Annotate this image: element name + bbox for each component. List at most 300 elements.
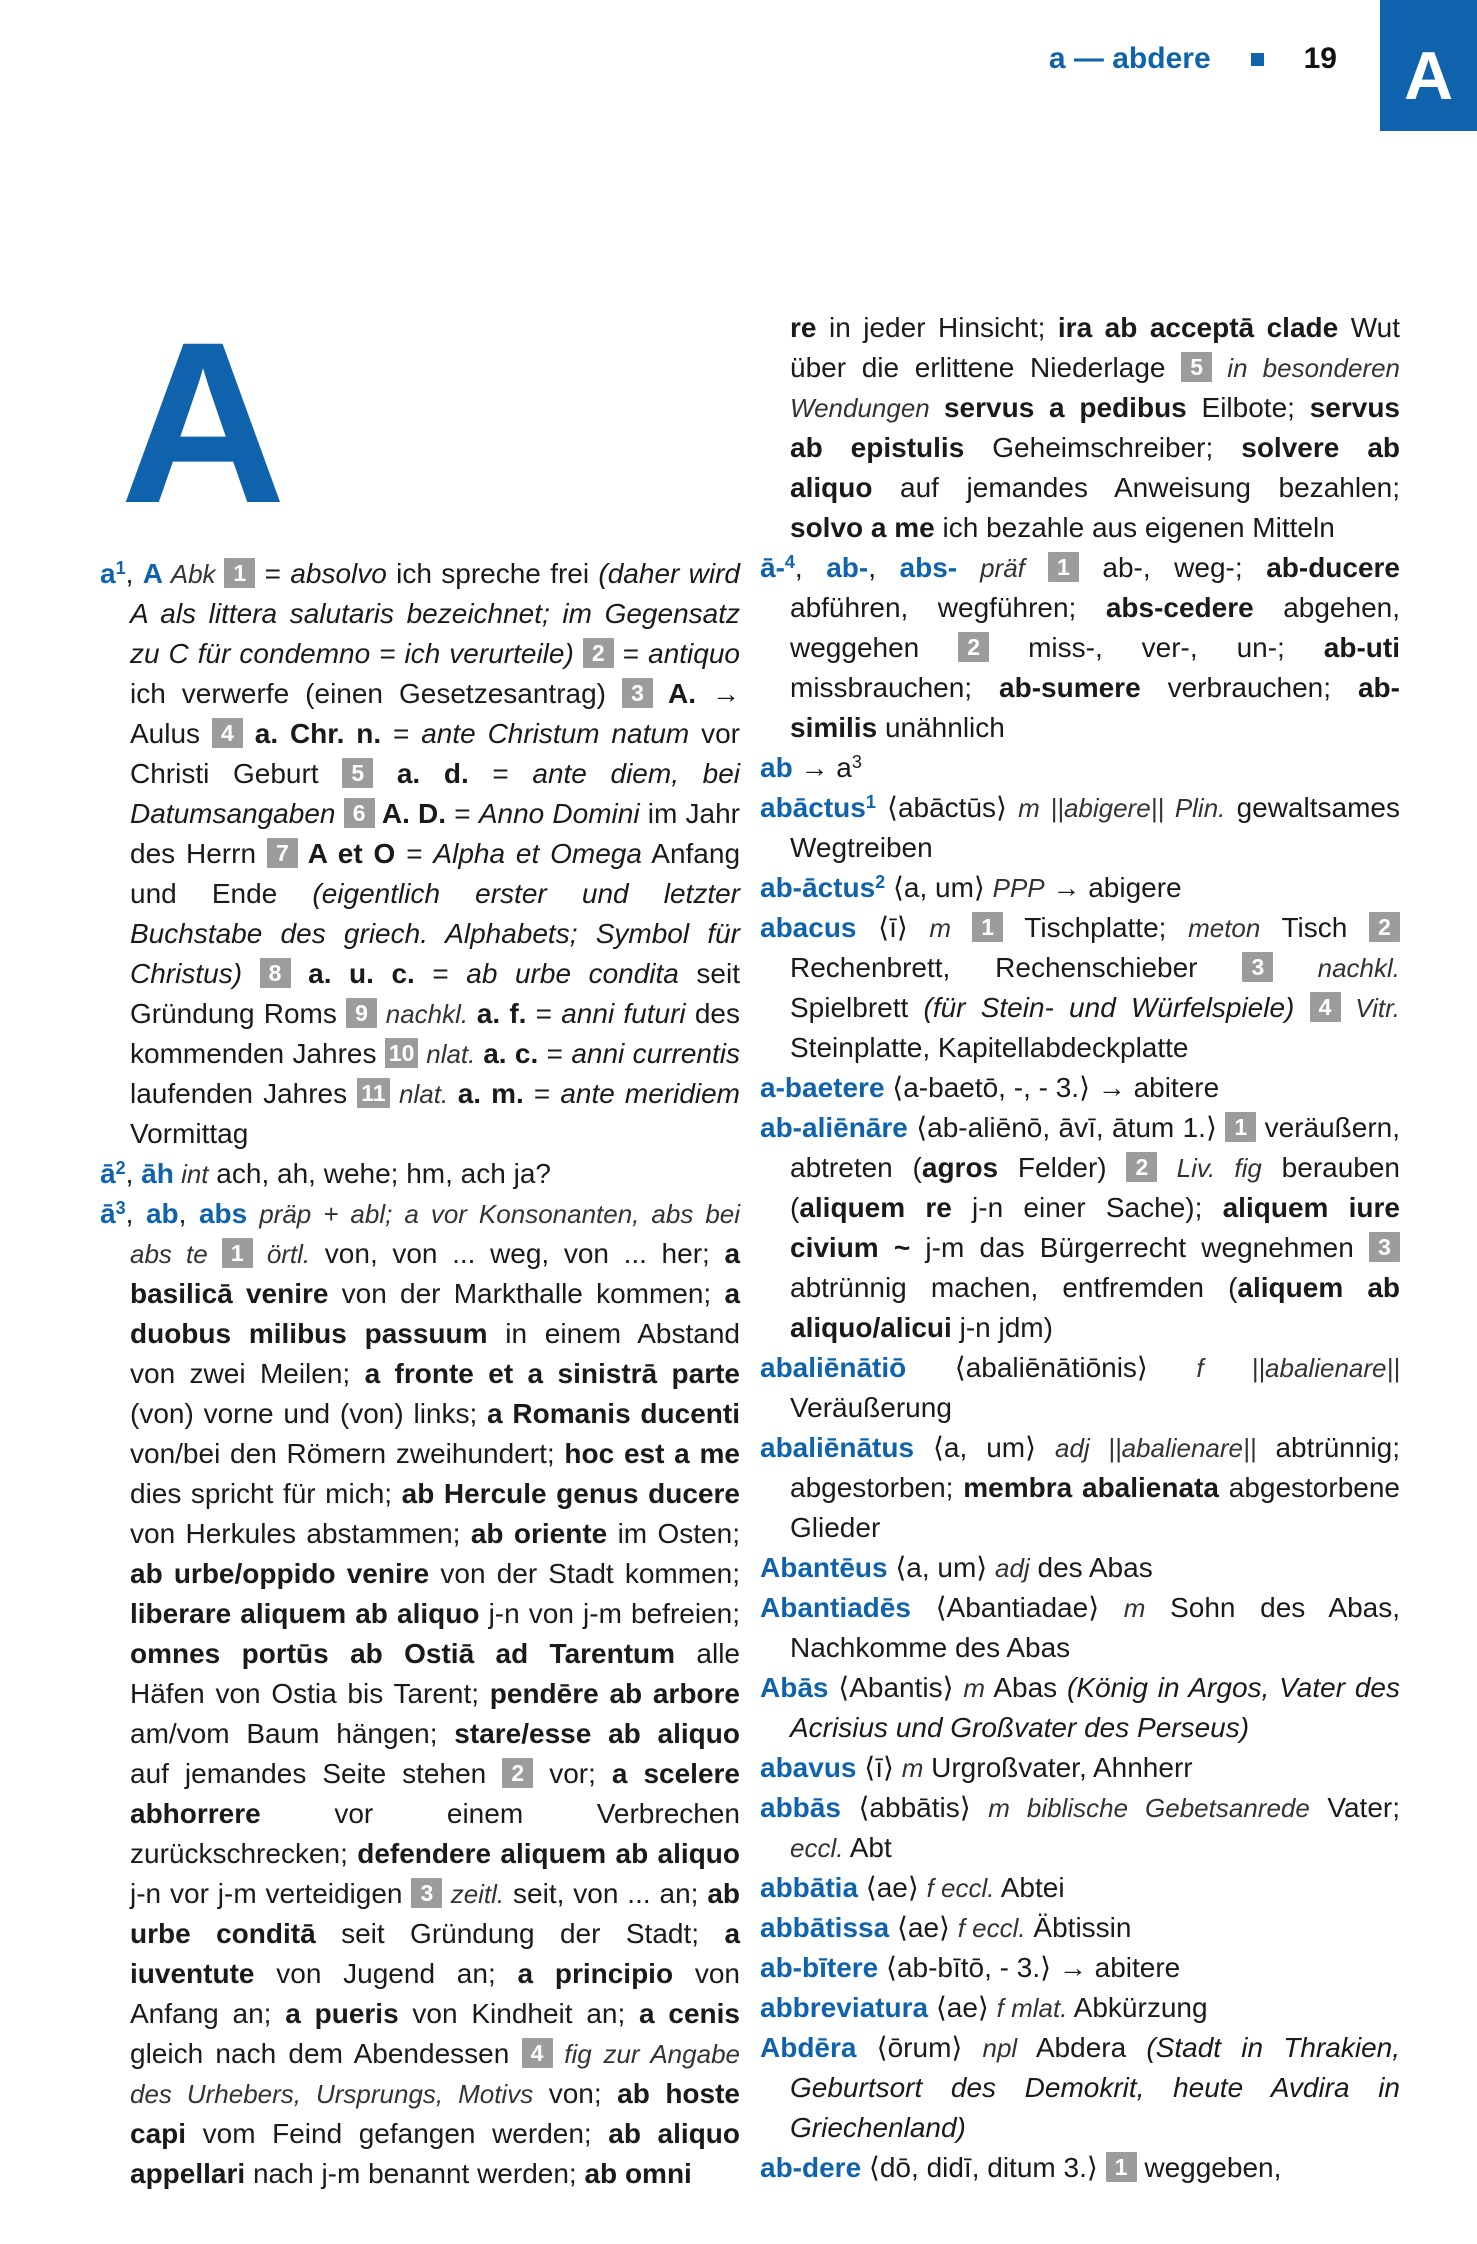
text-run: hoc est a me [564,1438,740,1469]
dictionary-entry [760,1588,1400,1668]
text-run: j-n vor j-m verteidigen [130,1878,412,1909]
headword: ā- [760,552,785,583]
headword: ab-aliēnāre [760,1112,908,1143]
text-run: PPP [992,873,1045,903]
sense-number-badge: 6 [344,798,375,828]
text-run: solvo a me [790,512,935,543]
text-run: absolvo [290,558,387,589]
text-run: ab-sumere [999,672,1141,703]
text-run: ab omni [584,2158,692,2189]
text-run: seit Gründung der Stadt; [315,1918,725,1949]
text-run: Veräußerung [790,1392,952,1423]
text-run: a Romanis ducenti [487,1398,740,1429]
sense-number-badge: 2 [583,638,614,668]
text-run: ⟨abāctūs⟩ [875,792,1019,823]
text-run: = [523,1078,561,1109]
sense-number-badge: 4 [1310,992,1341,1022]
headword: a [100,558,116,589]
text-run: → Aulus [130,678,740,749]
text-run: ich spreche frei [386,558,599,589]
text-run: a principio [517,1958,674,1989]
text-run: vor; [533,1758,612,1789]
text-run: von/bei den Römern zweihundert; [130,1438,565,1469]
text-run: ⟨ae⟩ [928,1992,997,2023]
text-run: (Stadt in Thrakien, Geburtsort des Demokrit, heute Avdira in Griechenland) [790,2032,1400,2143]
text-run: des Abas [1029,1552,1153,1583]
text-run: m [963,1673,986,1703]
headword: abbātissa [760,1912,890,1943]
text-run: verbrauchen; [1140,672,1358,703]
headword: abbās [760,1792,841,1823]
dictionary-entry [760,1348,1400,1428]
text-run: ab urbe condita [466,958,679,989]
dictionary-entry [760,1788,1400,1868]
headword: ab-bītere [760,1952,879,1983]
text-run: Tisch [1260,912,1369,943]
text-run: in einem Abstand von zwei Meilen; [130,1318,740,1389]
text-run: von der Stadt kommen; [429,1558,740,1589]
text-run: fig zur Angabe des Urhebers, Ursprungs, Motivs [130,2039,740,2109]
text-run: Alpha et Omega [433,838,642,869]
page-header [0,42,1337,76]
text-run: in besonderen Wendungen [790,353,1400,423]
headword: ab- [826,552,869,583]
text-run: Anno Domini [478,798,640,829]
text-run: vor einem Verbrechen zurückschrecken; [130,1798,740,1869]
dictionary-entry-continuation [760,308,1400,548]
text-run: antiquo [648,638,740,669]
sense-number-badge: 2 [1369,912,1400,942]
text-run: = [526,998,562,1029]
sense-number-badge: 1 [1048,552,1079,582]
text-run: ab urbe conditā [130,1878,741,1949]
text-run: ab-similis [790,672,1400,743]
text-run: m biblische Gebetsanrede [988,1793,1310,1823]
text-run: ⟨a, um⟩ [914,1432,1055,1463]
text-run: a fronte et a sinistrā parte [364,1358,740,1389]
text-run: Vater; [1309,1792,1401,1823]
left-column [100,294,741,2194]
text-run: eccl. [790,1833,844,1863]
text-run: a. d. [373,758,469,789]
text-run: gewaltsames Wegtreiben [790,792,1401,863]
text-run: ab-ducere [1266,552,1401,583]
text-run: adj [995,1553,1030,1583]
text-run: ⟨a-baetō, -, - 3.⟩ → abitere [884,1072,1220,1103]
text-run: a. f. [476,998,527,1029]
text-run: ⟨Abantis⟩ [828,1672,964,1703]
dictionary-entry [760,2148,1400,2188]
text-run: , [125,1198,146,1229]
text-run: Äbtissin [1025,1912,1132,1943]
dictionary-entry [760,1668,1400,1748]
sense-number-badge: 1 [1225,1112,1256,1142]
dictionary-entry [760,1948,1400,1988]
text-run: j-n jdm) [951,1312,1053,1343]
text-run: , [125,1158,142,1189]
dictionary-entry [760,1908,1400,1948]
headword: ā [100,1158,116,1189]
text-run: liberare aliquem ab aliquo [130,1598,480,1629]
alphabet-tab[interactable] [1380,0,1477,131]
sense-number-badge: 4 [522,2038,553,2068]
text-run: seit, von ... an; [504,1878,708,1909]
text-run: ⟨a, um⟩ [885,872,993,903]
text-run [335,798,343,829]
text-run: = [613,638,649,669]
text-run: solvere ab aliquo [790,432,1400,503]
text-run: missbrauchen; [790,672,1000,703]
text-run: präf [957,553,1048,583]
sense-number-badge: 9 [346,998,377,1028]
sense-number-badge: 2 [958,632,989,662]
text-run: nachkl. [377,999,477,1029]
headword: Abantiadēs [760,1592,911,1623]
text-run: a iuventute [130,1918,741,1989]
text-run: ab urbe/oppido venire [130,1558,430,1589]
page-number: 19 [1303,42,1337,75]
headword-range: a — abdere [1048,42,1211,75]
headword: 1 [115,558,126,578]
text-run: Geheimschreiber; [964,432,1242,463]
text-run: nach j-m benannt werden; [245,2158,585,2189]
text-run: a. m. [457,1078,524,1109]
text-run: ab aliquo appellari [130,2118,740,2189]
headword: abaliēnātiō [760,1352,907,1383]
text-run: aliquem ab aliquo/alicui [790,1272,1401,1343]
sense-number-badge: 2 [1126,1152,1157,1182]
sense-number-badge: 1 [224,558,255,588]
text-run: Vitr. [1340,993,1400,1023]
sense-number-badge: 8 [260,958,291,988]
headword: abbreviatura [760,1992,929,2023]
dictionary-body [100,294,1401,2194]
text-run: (für Stein- und Würfelspiele) [923,992,1310,1023]
sense-number-badge: 3 [1369,1232,1400,1262]
sense-number-badge: 5 [342,758,373,788]
text-run: im Osten; [607,1518,740,1549]
text-run: von Herkules abstammen; [130,1518,471,1549]
sense-number-badge: 1 [222,1238,253,1268]
text-run: gleich nach dem Abendessen [130,2038,522,2069]
text-run: ich bezahle aus eigenen Mitteln [934,512,1335,543]
text-run: aliquem re [799,1192,952,1223]
text-run: f eccl. [957,1913,1026,1943]
text-run: ⟨abbātis⟩ [840,1792,989,1823]
headword: 4 [784,552,795,572]
text-run: 3 [851,752,862,772]
text-run: meton [1188,913,1261,943]
dictionary-entry [760,1868,1400,1908]
headword: Abās [760,1672,829,1703]
text-run: membra abalienata [963,1472,1219,1503]
dictionary-entry [760,788,1400,868]
dictionary-entry [760,1748,1400,1788]
text-run: = [395,838,434,869]
text-run: zeitl. [442,1879,505,1909]
text-run: weggeben, [1136,2152,1282,2183]
dictionary-entry [760,1108,1400,1348]
sense-number-badge: 3 [1242,952,1273,982]
text-run: im Jahr des Herrn [130,798,740,869]
text-run: Urgroßvater, Ahnherr [923,1752,1193,1783]
sense-number-badge: 3 [622,678,653,708]
dictionary-entry [100,1154,740,1194]
headword: abaliēnātus [760,1432,915,1463]
text-run: in jeder Hinsicht; [816,312,1058,343]
text-run: a scelere abhorrere [130,1758,740,1829]
text-run: a pueris [285,1998,399,2029]
text-run: Abtei [994,1872,1065,1903]
text-run: m [1123,1593,1146,1623]
text-run: Rechenbrett, Rechenschieber [790,952,1243,983]
text-run: ⟨ī⟩ [856,912,930,943]
headword: 3 [115,1198,126,1218]
text-run: laufenden Jahres [130,1078,358,1109]
text-run: ach, ah, wehe; hm, ach ja? [208,1158,551,1189]
text-run: f eccl. [926,1873,995,1903]
text-run: (daher wird A als littera salutaris bezeichnet; im Gegensatz zu C für condemno = ich verurteile) [130,558,740,669]
text-run: f ||abalienare|| [1196,1353,1400,1383]
headword: a-baetere [760,1072,885,1103]
text-run: dies spricht für mich; [130,1478,402,1509]
text-run: ⟨dō, didī, ditum 3.⟩ [861,2152,1106,2183]
headword: ab-āctus [760,872,876,903]
text-run: ⟨ī⟩ [856,1752,902,1783]
text-run: des kommenden Jahres [130,998,740,1069]
headword: A [142,558,163,589]
text-run: auf jemandes Seite stehen [130,1758,503,1789]
text-run: Spielbrett [790,992,924,1023]
dictionary-entry [760,1068,1400,1108]
text-run: nlat. [418,1039,484,1069]
text-run: ⟨ab-aliēnō, āvī, ātum 1.⟩ [907,1112,1226,1143]
headword: 2 [875,872,886,892]
text-run: abgehen, weggehen [790,592,1400,663]
text-run: abtrünnig machen, entfremden ( [790,1272,1238,1303]
text-run: von Kindheit an; [398,1998,640,2029]
headword: ā [100,1198,116,1229]
text-run: Abt [843,1832,892,1863]
right-column [760,308,1400,2194]
headword: abavus [760,1752,857,1783]
sense-number-badge: 2 [502,1758,533,1788]
text-run: adj ||abalienare|| [1054,1433,1257,1463]
text-run: (von) vorne und (von) links; [130,1398,488,1429]
text-run: A. [653,678,696,709]
text-run: a basilicā venire [130,1238,741,1309]
sense-number-badge: 5 [1181,352,1212,382]
text-run: int [173,1159,209,1189]
text-run: defendere aliquem ab aliquo [357,1838,740,1869]
headword: abbātia [760,1872,859,1903]
text-run: a. Chr. n. [242,718,382,749]
text-run: Tischplatte; [1003,912,1189,943]
text-run: (eigentlich erster und letzter Buchstabe des griech. Alphabets; Symbol für Christus) [130,878,740,989]
text-run: → a [792,752,852,783]
sense-number-badge: 1 [1106,2152,1137,2182]
text-run: auf jemandes Anweisung bezahlen; [872,472,1400,503]
sense-number-badge: 1 [972,912,1003,942]
text-run: j-m das Bürgerrecht wegnehmen [910,1232,1370,1263]
text-run: ante diem, bei Datumsangaben [130,758,740,829]
sense-number-badge: 10 [385,1038,419,1068]
text-run: Steinplatte, Kapitellabdeckplatte [790,1032,1189,1063]
text-run: ab hoste capi [130,2078,740,2149]
text-run: miss-, ver-, un-; [989,632,1324,663]
text-run: , [794,552,827,583]
text-run: alle Häfen von Ostia bis Tarent; [130,1638,740,1709]
text-run: pendēre ab arbore [489,1678,740,1709]
text-run: a. c. [483,1038,539,1069]
text-run: am/vom Baum hängen; [130,1718,455,1749]
headword: 2 [115,1158,126,1178]
dictionary-entry [760,1428,1400,1548]
text-run: a cenis [639,1998,741,2029]
text-run: servus a pedibus [943,392,1187,423]
text-run: unähnlich [877,712,1005,743]
text-run: j-n einer Sache); [951,1192,1223,1223]
text-run: A et O [297,838,396,869]
headword: Abantēus [760,1552,888,1583]
dictionary-entry [760,748,1400,788]
text-run: veräußern, abtreten ( [790,1112,1401,1183]
text-run: a. u. c. [290,958,415,989]
text-run: vom Feind gefangen werden; [186,2118,609,2149]
sense-number-badge: 3 [411,1878,442,1908]
text-run: Vormittag [130,1118,249,1149]
text-run: ab-, weg-; [1078,552,1267,583]
alphabet-tab-letter: A [1403,38,1454,114]
text-run: Abk [162,559,225,589]
dictionary-entry [760,2028,1400,2148]
headword: ab [145,1198,179,1229]
text-run: a duobus milibus passuum [130,1278,741,1349]
text-run: j-n von j-m befreien; [479,1598,741,1629]
sense-number-badge: 4 [212,718,243,748]
text-run: ab oriente [470,1518,608,1549]
text-run: (König in Argos, Vater des Acrisius und Großvater des Perseus) [790,1672,1400,1743]
text-run: = [414,958,467,989]
text-run: ⟨ōrum⟩ [856,2032,983,2063]
text-run: npl [982,2033,1018,2063]
text-run: ante Christum natum [421,718,690,749]
text-run: stare/esse ab aliquo [454,1718,740,1749]
text-run: = [468,758,533,789]
dictionary-entry [100,554,740,1154]
text-run: Wut über die erlittene Niederlage [790,312,1400,383]
text-run: ⟨ae⟩ [858,1872,927,1903]
text-run: ⟨ae⟩ [889,1912,958,1943]
text-run: präp + abl; a vor Konsonanten, abs bei abs te [130,1199,741,1269]
text-run: Eilbote; [1186,392,1310,423]
text-run: von, von ... weg, von ... her; [310,1238,725,1269]
text-run: f mlat. [996,1993,1068,2023]
headword: abs- [899,552,958,583]
text-run: = [538,1038,572,1069]
text-run: m [929,913,973,943]
text-run: nachkl. [1273,953,1401,983]
dictionary-entry [760,1548,1400,1588]
text-run: = [255,558,291,589]
text-run: ira ab acceptā clade [1057,312,1339,343]
dictionary-entry [760,1988,1400,2028]
text-run: omnes portūs ab Ostiā ad Tarentum [130,1638,676,1669]
text-run: berauben ( [790,1152,1400,1223]
dictionary-entry [100,1194,740,2194]
text-run: Sohn des Abas, Nachkomme des Abas [790,1592,1400,1663]
text-run: ⟨Abantiadae⟩ [910,1592,1124,1623]
text-run: seit Gründung Roms [130,958,740,1029]
text-run: → abigere [1044,872,1182,903]
text-run: von; [533,2078,618,2109]
text-run: abgestorbene Glieder [790,1472,1400,1543]
text-run: , [178,1198,199,1229]
text-run: , [125,558,143,589]
section-dropcap: A [120,294,287,551]
text-run: Felder) [998,1152,1127,1183]
headword: abacus [760,912,857,943]
dictionary-entry [760,868,1400,908]
text-run: Abas [985,1672,1068,1703]
text-run: abführen, wegführen; [790,592,1106,623]
text-run: m [901,1753,924,1783]
headword: ab-dere [760,2152,862,2183]
text-run: Abdera [1017,2032,1147,2063]
text-run: servus ab epistulis [790,392,1400,463]
dictionary-entry [760,908,1400,1068]
text-run: örtl. [252,1239,311,1269]
text-run: ⟨ab-bītō, - 3.⟩ → abitere [878,1952,1181,1983]
text-run: re [790,312,817,343]
text-run: anni currentis [571,1038,740,1069]
text-run: = [446,798,479,829]
text-run: ab-uti [1323,632,1400,663]
text-run: von Jugend an; [254,1958,518,1989]
text-run: abs-cedere [1105,592,1254,623]
text-run: agros [921,1152,999,1183]
text-run: ich verwerfe (einen Gesetzesantrag) [130,678,623,709]
headword: abs [198,1198,248,1229]
text-run: abtrünnig; abgestorben; [790,1432,1400,1503]
text-run: A. D. [374,798,447,829]
sense-number-badge: 7 [267,838,298,868]
headword: ab [760,752,793,783]
text-run: , [868,552,900,583]
text-run: von der Markthalle kommen; [328,1278,725,1309]
text-run: Abkürzung [1067,1992,1208,2023]
headword: abāctus [760,792,866,823]
headword: āh [141,1158,174,1189]
headword: 1 [865,792,876,812]
text-run: ab Hercule genus ducere [401,1478,740,1509]
dictionary-entry [760,548,1400,748]
text-run: anni futuri [561,998,686,1029]
headword: Abdēra [760,2032,857,2063]
text-run: Liv. fig [1157,1153,1262,1183]
text-run: von Anfang an; [130,1958,740,2029]
text-run: m ||abigere|| Plin. [1018,793,1226,823]
text-run: ⟨abaliēnātiōnis⟩ [906,1352,1197,1383]
text-run: ⟨a, um⟩ [887,1552,996,1583]
text-run: nlat. [389,1079,458,1109]
text-run: vor Christi Geburt [130,718,740,789]
text-run: ante meridiem [560,1078,741,1109]
text-run: Anfang und Ende [130,838,741,909]
sense-number-badge: 11 [357,1078,389,1108]
text-run: = [381,718,422,749]
separator-square-icon [1251,53,1264,66]
